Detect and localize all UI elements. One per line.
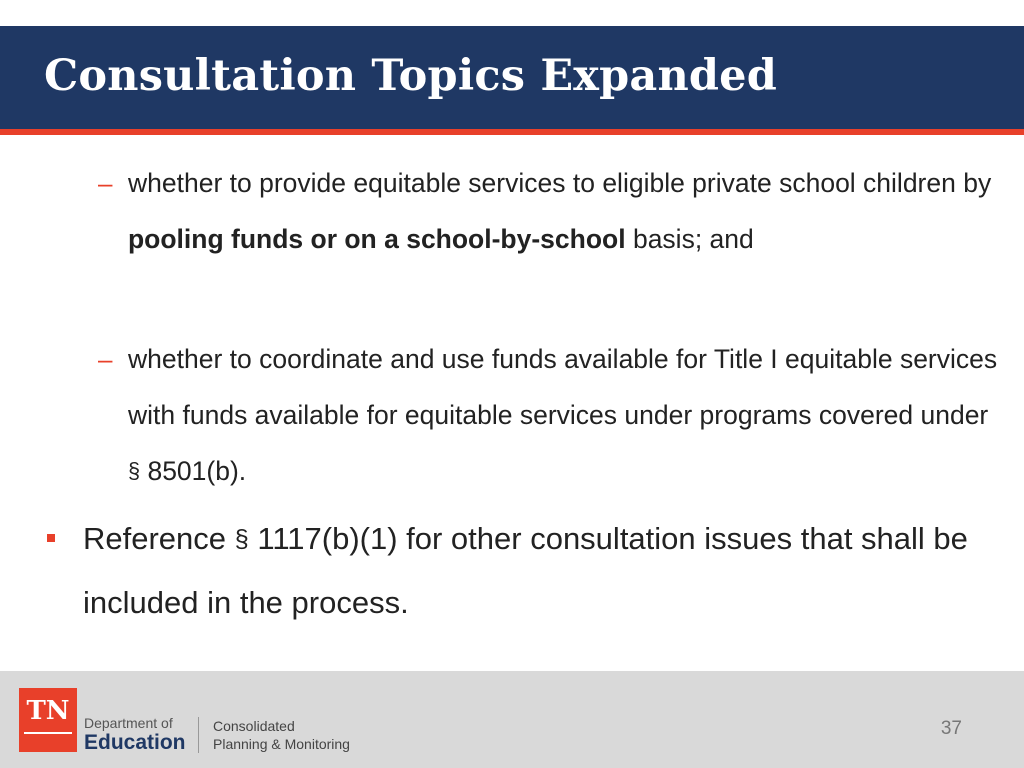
department-label: Department of <box>84 715 173 731</box>
sub-bullet-text-start: whether to provide equitable services to eligible private school children by <box>128 168 992 198</box>
footer-divider <box>198 717 199 753</box>
department-name: Education <box>84 731 186 754</box>
section-symbol: § <box>128 458 141 484</box>
sub-bullet-text-start: whether to coordinate and use funds available for Title I equitable services with funds available for equitable services under programs covered under <box>128 344 998 430</box>
slide-title: Consultation Topics Expanded <box>44 51 778 101</box>
main-bullet-text-end: 1117(b)(1) for other consultation issues that shall be included in the process. <box>83 521 968 620</box>
tn-logo-text: TN <box>26 696 70 726</box>
page-number: 37 <box>940 718 962 739</box>
office-name-line1: Consolidated <box>213 718 295 734</box>
sub-bullet-coordinate <box>98 331 998 501</box>
sub-bullet-pooling <box>98 155 998 267</box>
square-bullet-icon <box>47 534 55 542</box>
section-symbol: § <box>234 524 249 553</box>
main-bullet-reference <box>47 508 987 634</box>
footer-bar <box>0 671 1024 768</box>
sub-bullet-text-end: 8501(b). <box>140 456 247 486</box>
main-bullet-text-start: Reference <box>83 521 235 556</box>
dash-bullet-icon: – <box>98 344 113 374</box>
sub-bullet-text <box>128 155 998 267</box>
dash-bullet-icon: – <box>98 168 113 198</box>
main-bullet-text <box>83 508 987 634</box>
sub-bullet-text <box>128 331 998 501</box>
tn-logo-underline <box>24 732 72 734</box>
tn-logo <box>19 688 77 752</box>
office-name-line2: Planning & Monitoring <box>213 736 350 752</box>
sub-bullet-text-bold: pooling funds or on a school-by-school <box>128 224 626 254</box>
sub-bullet-text-end: basis; and <box>625 224 754 254</box>
